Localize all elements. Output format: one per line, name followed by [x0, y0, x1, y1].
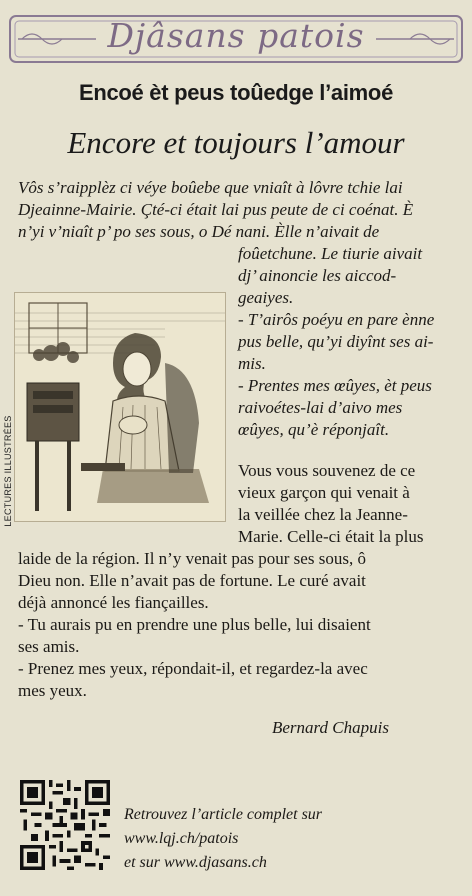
french-line: Vous vous souvenez de ce [238, 461, 416, 480]
illustration-credit [0, 415, 14, 530]
illustration-credit-text: LECTURES ILLUSTRÉES [3, 415, 13, 527]
patois-line: dj’ ainoncie les aiccod- [238, 266, 397, 285]
french-line: Dieu non. Elle n’avait pas de fortune. Le curé avait [18, 571, 366, 590]
patois-line: foûetchune. Le tiurie aivait [238, 244, 423, 263]
patois-line: n’yi v’niaît p’ po ses sous, o Dé nani. Èlle n’aivait de [18, 222, 380, 241]
footer-link-lqj[interactable]: www.lqj.ch/patois [124, 830, 239, 847]
patois-line: œûyes, qu’è réponjaît. [238, 420, 390, 439]
patois-line: geaiyes. [238, 288, 294, 307]
patois-line: - Prentes mes œûyes, èt peus [238, 376, 432, 395]
patois-line: - T’airôs poéyu en pare ènne [238, 310, 435, 329]
banner [8, 10, 464, 68]
patois-line: raivoétes-lai d’aivo mes [238, 398, 403, 417]
engraving-image [15, 293, 225, 521]
subtitle-patois: Encoé èt peus toûedge l’aimoé [78, 80, 394, 105]
patois-line: Vôs s’raipplèz ci véye boûebe que vniaît à lôvre tchie lai [18, 178, 403, 197]
french-line: déjà annoncé les fiançailles. [18, 593, 209, 612]
patois-line: mis. [238, 354, 266, 373]
french-line: - Tu aurais pu en prendre une plus belle, lui disaient [18, 615, 371, 634]
french-line: - Prenez mes yeux, répondait-il, et regardez-la avec [18, 659, 368, 678]
footer-text: Retrouvez l’article complet sur [124, 806, 323, 823]
headline-french: Encore et toujours l’amour [67, 125, 405, 160]
patois-line: Djeainne-Mairie. Çté-ci était lai pus peute de ci coénat. È [18, 200, 414, 219]
author-signature: Bernard Chapuis [272, 718, 389, 737]
french-line: mes yeux. [18, 681, 87, 700]
illustration-woman-knitting [14, 292, 226, 522]
footer-link-djasans[interactable]: et sur www.djasans.ch [124, 854, 267, 871]
french-line: laide de la région. Il n’y venait pas pour ses sous, ô [18, 549, 366, 568]
banner-title: Djâsans patois [107, 16, 365, 55]
qr-code-icon [20, 780, 110, 870]
french-line: vieux garçon qui venait à [238, 483, 410, 502]
patois-line: pus belle, qu’yi diyînt ses ai- [238, 332, 434, 351]
french-line: ses amis. [18, 637, 80, 656]
french-line: Marie. Celle-ci était la plus [238, 527, 424, 546]
qr-code[interactable] [20, 780, 110, 870]
french-line: la veillée chez la Jeanne- [238, 505, 408, 524]
